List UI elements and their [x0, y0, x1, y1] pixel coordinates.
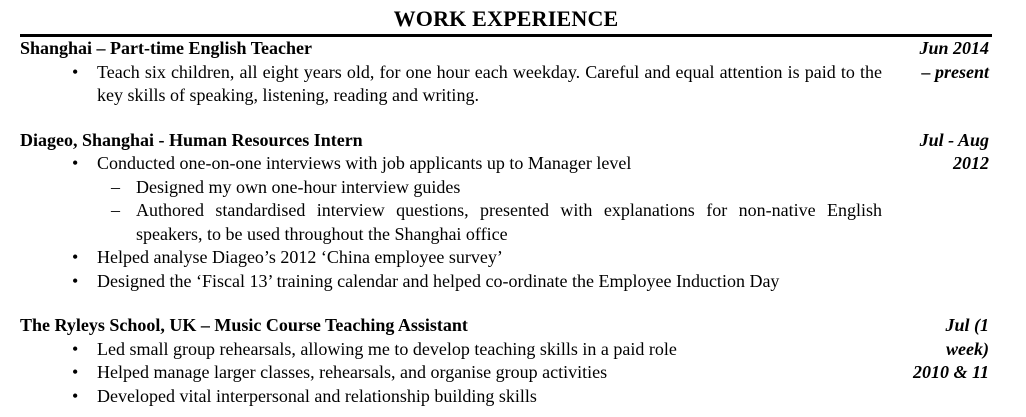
job-date-line: 2012	[953, 153, 989, 173]
job-bullets	[20, 61, 992, 108]
bullet-text: Helped manage larger classes, rehearsals, and organise group activities	[97, 362, 608, 382]
sub-bullet-item	[97, 199, 882, 246]
bullet-item	[20, 61, 882, 108]
bullet-icon: •	[72, 338, 79, 359]
dash-icon: –	[111, 176, 120, 197]
job-date-line: week)	[946, 338, 989, 359]
bullet-icon: •	[72, 153, 79, 173]
job-date-line: Jul - Aug	[919, 129, 989, 150]
dash-icon: –	[111, 200, 120, 220]
bullet-text: Teach six children, all eight years old, for one hour each weekday. Careful and equal attention is paid to the key skills of speaking, listening, reading and writing.	[97, 61, 882, 105]
job-entry	[20, 314, 992, 408]
job-date-line: Jun 2014	[919, 38, 989, 58]
section-title: WORK EXPERIENCE	[393, 6, 619, 31]
job-entry	[20, 37, 992, 108]
job-bullets	[20, 338, 992, 409]
job-title: The Ryleys School, UK – Music Course Teaching Assistant	[20, 315, 468, 335]
sub-bullet-item	[97, 176, 882, 200]
job-date-line: Jul (1	[945, 315, 989, 335]
bullet-icon: •	[72, 362, 79, 382]
sub-bullets	[97, 176, 882, 247]
sub-bullet-text: Designed my own one-hour interview guides	[136, 176, 461, 197]
job-date	[879, 37, 989, 84]
bullet-icon: •	[72, 61, 79, 82]
bullet-item	[20, 246, 882, 270]
job-date-line: 2010 & 11	[912, 362, 989, 382]
bullet-icon: •	[72, 385, 79, 406]
bullet-text: Helped analyse Diageo’s 2012 ‘China employee survey’	[97, 247, 503, 267]
bullet-item	[20, 385, 882, 409]
bullet-item	[20, 270, 882, 294]
bullet-text: Developed vital interpersonal and relationship building skills	[97, 385, 537, 406]
job-bullets	[20, 152, 992, 293]
bullet-icon: •	[72, 270, 79, 291]
job-entry	[20, 129, 992, 294]
job-date-line: – present	[921, 61, 989, 82]
bullet-item	[20, 152, 882, 246]
bullet-item	[20, 361, 882, 385]
work-experience-section	[20, 6, 992, 408]
bullet-icon: •	[72, 247, 79, 267]
job-date	[879, 314, 989, 385]
bullet-text: Led small group rehearsals, allowing me to develop teaching skills in a paid role	[97, 338, 677, 359]
bullet-item	[20, 338, 882, 362]
bullet-text: Designed the ‘Fiscal 13’ training calendar and helped co-ordinate the Employee Induction Day	[97, 270, 780, 291]
bullet-text: Conducted one-on-one interviews with job applicants up to Manager level	[97, 153, 632, 173]
sub-bullet-text: Authored standardised interview questions, presented with explanations for non-native English speakers, to be used throughout the Shanghai office	[136, 200, 882, 244]
job-title: Diageo, Shanghai - Human Resources Intern	[20, 129, 363, 150]
job-date	[879, 129, 989, 176]
job-title: Shanghai – Part-time English Teacher	[20, 38, 313, 58]
